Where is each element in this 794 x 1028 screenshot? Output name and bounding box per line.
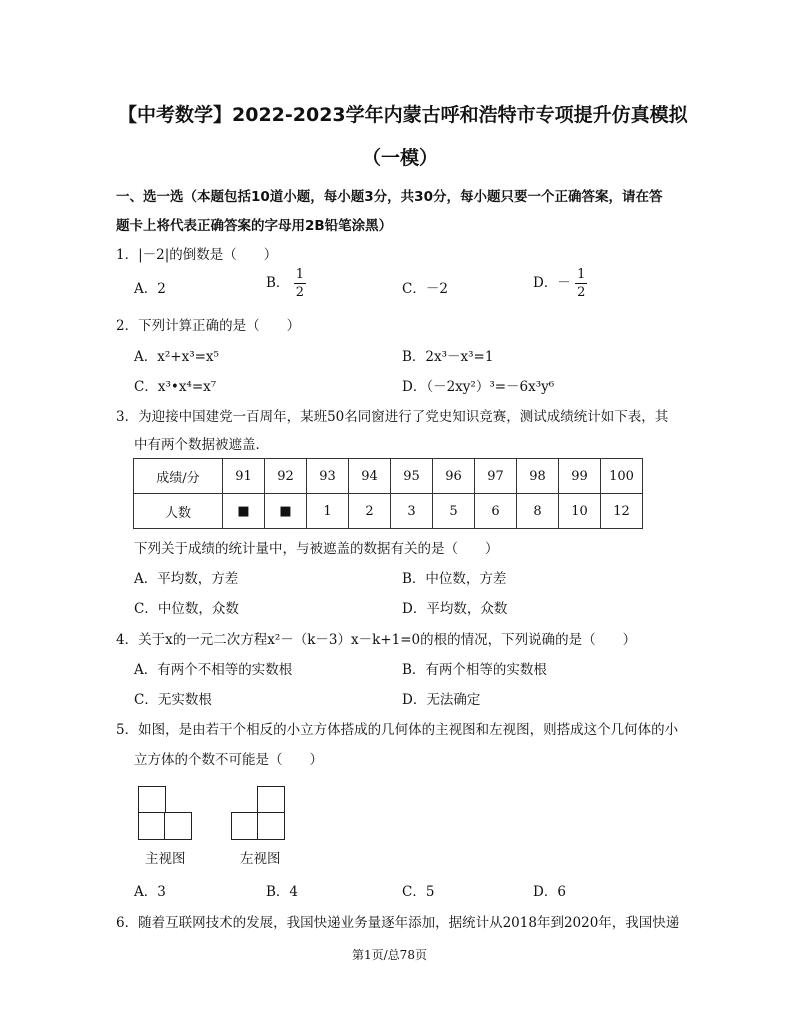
q2-option-a: A．x²+x³=x⁵ (134, 349, 219, 365)
left-view-cube (257, 786, 285, 814)
table-header-cell: 成绩/分 (134, 459, 223, 494)
table-cell: 95 (391, 459, 433, 494)
q2-option-d: D．（－2xy²）³=－6x³y⁶ (402, 379, 555, 395)
front-view-cube (164, 812, 192, 840)
table-cell: 10 (559, 494, 601, 529)
table-cell: 97 (475, 459, 517, 494)
q3-option-a: A．平均数，方差 (134, 571, 239, 587)
table-cell: 100 (601, 459, 643, 494)
table-row (134, 459, 643, 494)
q2-option-c: C．x³•x⁴=x⁷ (134, 379, 217, 395)
table-cell: 91 (223, 459, 265, 494)
document-title-line2: （一模） (362, 147, 439, 169)
table-cell: 99 (559, 459, 601, 494)
q1-fraction-d: $\frac{1}{2}$ (577, 267, 586, 300)
q5-stem-line1: 5．如图，是由若干个相反的小立方体搭成的几何体的主视图和左视图，则搭成这个几何体的小 (116, 722, 679, 738)
q3-option-c: C．中位数，众数 (134, 601, 239, 617)
table-row (134, 494, 643, 529)
q4-stem: 4．关于x的一元二次方程x²－（k－3）x－k+1=0的根的情况，下列说确的是（ ） (116, 632, 637, 648)
table-cell: 6 (475, 494, 517, 529)
q1-stem: 1．|－2|的倒数是（ ） (116, 247, 278, 263)
left-view-label: 左视图 (240, 851, 281, 867)
q5-option-c: C．5 (402, 884, 435, 900)
q2-option-b: B．2x³－x³=1 (402, 349, 494, 365)
table-cell: 93 (307, 459, 349, 494)
left-view-cube (231, 812, 259, 840)
section-header-line1: 一、选一选（本题包括10道小题，每小题3分，共30分，每小题只要一个正确答案，请在答 (116, 189, 663, 205)
page-footer: 第1页/总78页 (352, 948, 427, 962)
table-cell: 94 (349, 459, 391, 494)
front-view-cube (138, 786, 166, 814)
table-cell: 2 (349, 494, 391, 529)
q3-stem-line3: 下列关于成绩的统计量中，与被遮盖的数据有关的是（ ） (134, 541, 499, 557)
q3-stem-line2: 中有两个数据被遮盖． (134, 437, 269, 453)
q1-option-a: A．2 (134, 281, 166, 297)
q4-option-c: C．无实数根 (134, 692, 212, 708)
left-view-cube (257, 812, 285, 840)
q1-option-b: B． $\frac{1}{2}$ (266, 267, 304, 300)
q4-option-d: D．无法确定 (402, 692, 481, 708)
q1-option-d: D．－ $\frac{1}{2}$ (533, 267, 586, 300)
q5-option-d: D．6 (533, 884, 566, 900)
table-cell: 96 (433, 459, 475, 494)
table-cell-masked: ■ (265, 494, 307, 529)
table-cell: 8 (517, 494, 559, 529)
front-view-label: 主视图 (145, 851, 186, 867)
table-cell: 98 (517, 459, 559, 494)
table-cell: 92 (265, 459, 307, 494)
q6-stem: 6．随着互联网技术的发展，我国快递业务量逐年添加，据统计从2018年到2020年，我国快递 (116, 915, 680, 931)
q5-option-a: A．3 (134, 884, 166, 900)
document-title-line1: 【中考数学】2022-2023学年内蒙古呼和浩特市专项提升仿真模拟 (118, 104, 688, 126)
q5-option-b: B．4 (266, 884, 299, 900)
q3-option-b: B．中位数，方差 (402, 571, 507, 587)
q3-option-d: D．平均数，众数 (402, 601, 508, 617)
front-view-cube (138, 812, 166, 840)
score-table (133, 458, 643, 529)
table-cell: 5 (433, 494, 475, 529)
q2-stem: 2．下列计算正确的是（ ） (116, 318, 301, 334)
q1-fraction-b: $\frac{1}{2}$ (295, 267, 304, 300)
section-header-line2: 题卡上将代表正确答案的字母用2B铅笔涂黑） (116, 218, 393, 234)
table-header-cell: 人数 (134, 494, 223, 529)
table-cell-masked: ■ (223, 494, 265, 529)
q4-option-b: B．有两个相等的实数根 (402, 662, 547, 678)
table-cell: 3 (391, 494, 433, 529)
table-cell: 1 (307, 494, 349, 529)
q5-stem-line2: 立方体的个数不可能是（ ） (134, 752, 323, 768)
q3-stem-line1: 3．为迎接中国建党一百周年，某班50名同窗进行了党史知识竞赛，测试成绩统计如下表，其 (116, 409, 669, 425)
table-cell: 12 (601, 494, 643, 529)
q1-option-c: C．－2 (402, 281, 448, 297)
q4-option-a: A．有两个不相等的实数根 (134, 662, 293, 678)
